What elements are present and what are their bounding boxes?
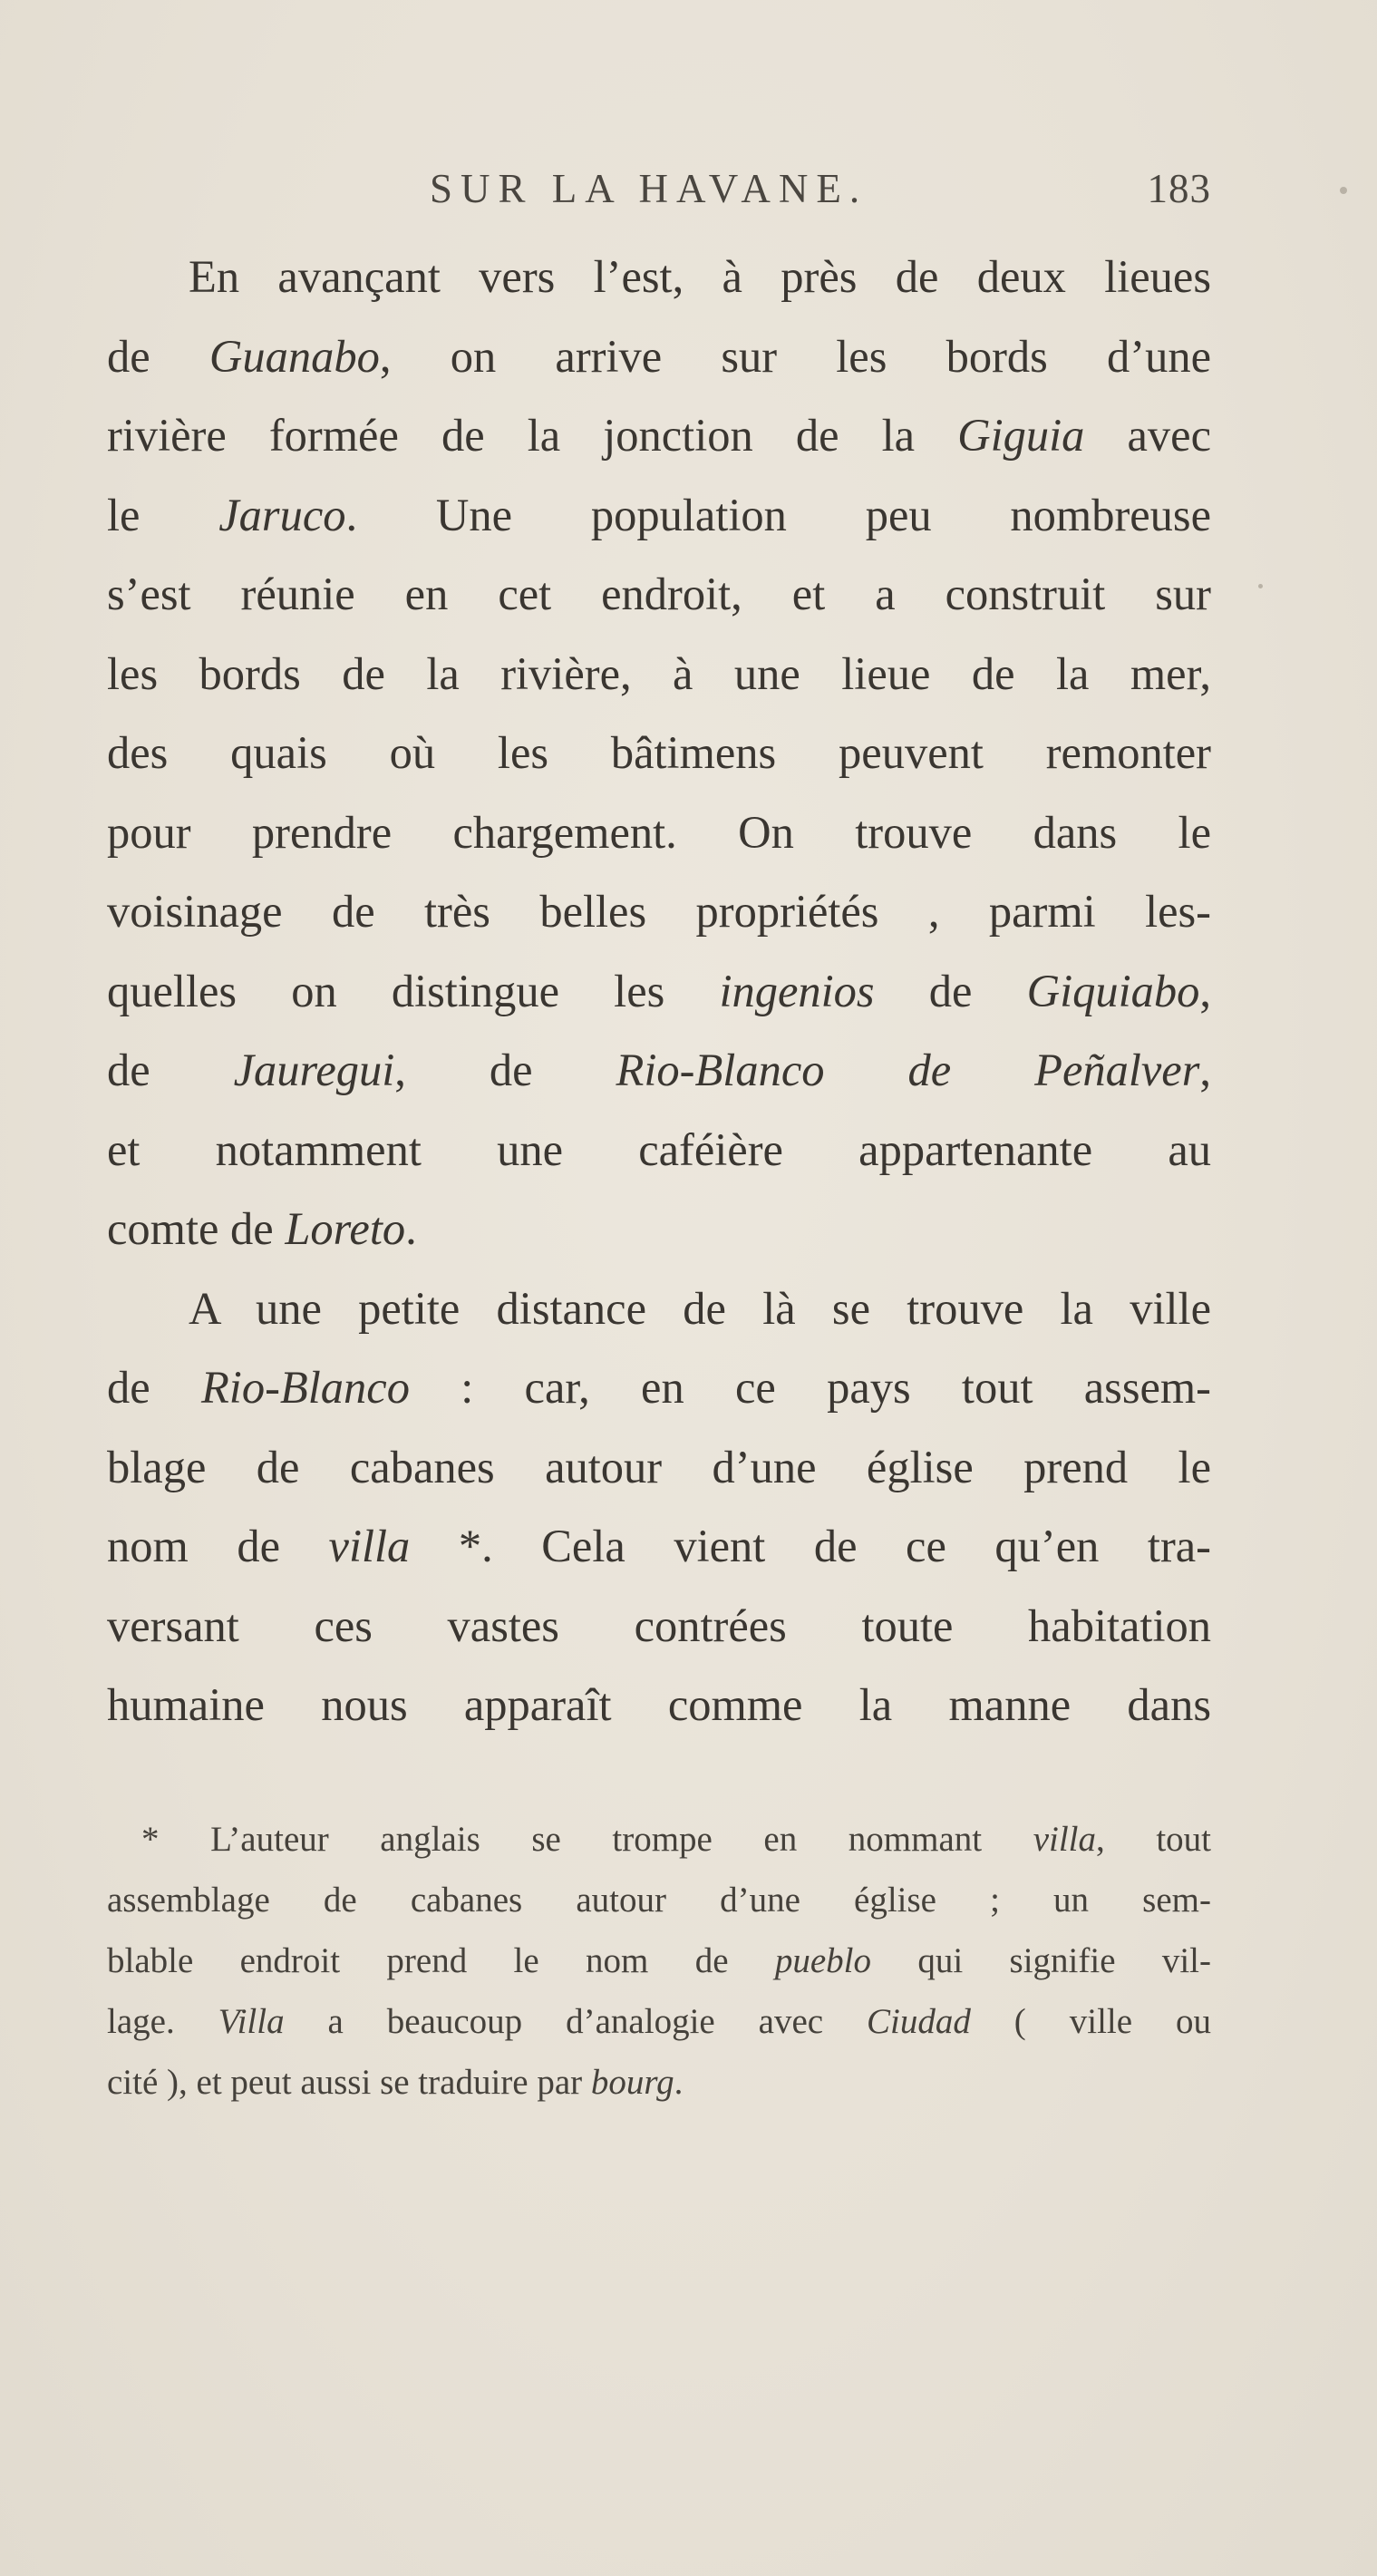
text-line	[107, 1111, 1211, 1191]
footnote-line	[107, 1809, 1211, 1870]
body-text	[107, 238, 1211, 1745]
italic-run: villa	[1033, 1820, 1097, 1859]
text-line	[107, 1587, 1211, 1667]
paper-speck	[1340, 187, 1347, 194]
text-run: , tout	[1096, 1820, 1212, 1859]
text-line	[107, 555, 1211, 635]
text-run: ,	[1199, 1045, 1211, 1095]
text-run: de	[107, 1045, 234, 1095]
footnote-line	[107, 2052, 1211, 2113]
text-run: versant ces vastes contrées toute habitation	[107, 1599, 1211, 1651]
text-line	[107, 1190, 1211, 1269]
text-run: et notamment une caféière appartenante au	[107, 1123, 1211, 1175]
italic-run: Rio-Blanco	[200, 1362, 410, 1413]
page-header	[107, 165, 1211, 219]
text-run: pour prendre chargement. On trouve dans le	[107, 806, 1211, 858]
text-run: cité ), et peut aussi se traduire par	[107, 2063, 591, 2102]
text-run: * L’auteur anglais se trompe en nommant	[141, 1820, 1033, 1859]
text-line	[107, 952, 1211, 1032]
text-run: A une petite distance de là se trouve la ville	[189, 1282, 1211, 1334]
text-run: de	[107, 1362, 201, 1413]
italic-run: Ciudad	[867, 2002, 971, 2041]
text-line	[107, 872, 1211, 952]
text-run: de	[107, 330, 209, 382]
text-line	[107, 1269, 1211, 1349]
text-line	[107, 1031, 1211, 1111]
italic-run: Guanabo	[208, 330, 380, 382]
text-run: blable endroit prend le nom de	[107, 1941, 775, 1980]
text-run: a beaucoup d’analogie avec	[284, 2002, 868, 2041]
footnote-line	[107, 1870, 1211, 1930]
text-line	[107, 476, 1211, 556]
text-run: . Une population peu nombreuse	[345, 489, 1211, 540]
text-line	[107, 793, 1211, 873]
text-run: blage de cabanes autour d’une église prend le	[107, 1441, 1211, 1492]
italic-run: Giguia	[957, 410, 1085, 461]
text-line	[107, 635, 1211, 714]
page-number: 183	[1147, 166, 1211, 211]
text-run: quelles on distingue les	[107, 965, 720, 1016]
text-line	[107, 396, 1211, 476]
text-run: de	[874, 965, 1027, 1016]
running-title: SUR LA HAVANE.	[430, 166, 868, 211]
text-line	[107, 714, 1211, 793]
text-run: ,	[1199, 965, 1211, 1016]
footnote-line	[107, 1991, 1211, 2052]
text-run: , on arrive sur les bords d’une	[379, 330, 1211, 382]
text-run: des quais où les bâtimens peuvent remonter	[107, 727, 1211, 778]
footnote-line	[107, 1930, 1211, 1991]
text-run: le	[107, 489, 219, 540]
text-run: En avançant vers l’est, à près de deux lieues	[189, 251, 1211, 302]
text-line	[107, 238, 1211, 317]
text-run: *. Cela vient de ce qu’en tra-	[410, 1521, 1211, 1571]
italic-run: Villa	[218, 2002, 285, 2041]
italic-run: ingenios	[719, 965, 875, 1016]
italic-run: bourg	[590, 2063, 674, 2102]
text-run: lage.	[107, 2002, 218, 2041]
footnote	[107, 1809, 1211, 2113]
italic-run: Rio-Blanco de Peñalver	[616, 1045, 1200, 1095]
paper-speck	[1258, 584, 1263, 588]
text-run: , de	[394, 1045, 616, 1095]
text-line	[107, 1666, 1211, 1745]
text-run: .	[405, 1203, 417, 1254]
text-run: nom de	[107, 1521, 329, 1571]
text-run: ( ville ou	[970, 2002, 1211, 2041]
text-line	[107, 1348, 1211, 1428]
text-run: comte de	[107, 1203, 286, 1254]
text-line	[107, 1507, 1211, 1587]
italic-run: Jaruco	[218, 489, 346, 540]
text-run: .	[674, 2063, 684, 2102]
text-run: assemblage de cabanes autour d’une église ; un sem-	[107, 1881, 1211, 1920]
italic-run: Giquiabo	[1026, 965, 1200, 1016]
text-run: voisinage de très belles propriétés , parmi les-	[107, 886, 1211, 937]
italic-run: Jauregui	[233, 1045, 395, 1095]
text-line	[107, 317, 1211, 397]
text-line	[107, 1428, 1211, 1508]
italic-run: pueblo	[774, 1941, 872, 1980]
text-run: s’est réunie en cet endroit, et a construit sur	[107, 569, 1211, 619]
text-run: humaine nous apparaît comme la manne dans	[107, 1679, 1211, 1730]
italic-run: villa	[328, 1521, 411, 1571]
text-run: rivière formée de la jonction de la	[107, 410, 958, 461]
text-run: qui signifie vil-	[871, 1941, 1211, 1980]
italic-run: Loreto	[285, 1203, 406, 1254]
text-run: les bords de la rivière, à une lieue de la mer,	[107, 647, 1211, 699]
text-run: : car, en ce pays tout assem-	[409, 1362, 1211, 1413]
text-run: avec	[1084, 410, 1211, 461]
